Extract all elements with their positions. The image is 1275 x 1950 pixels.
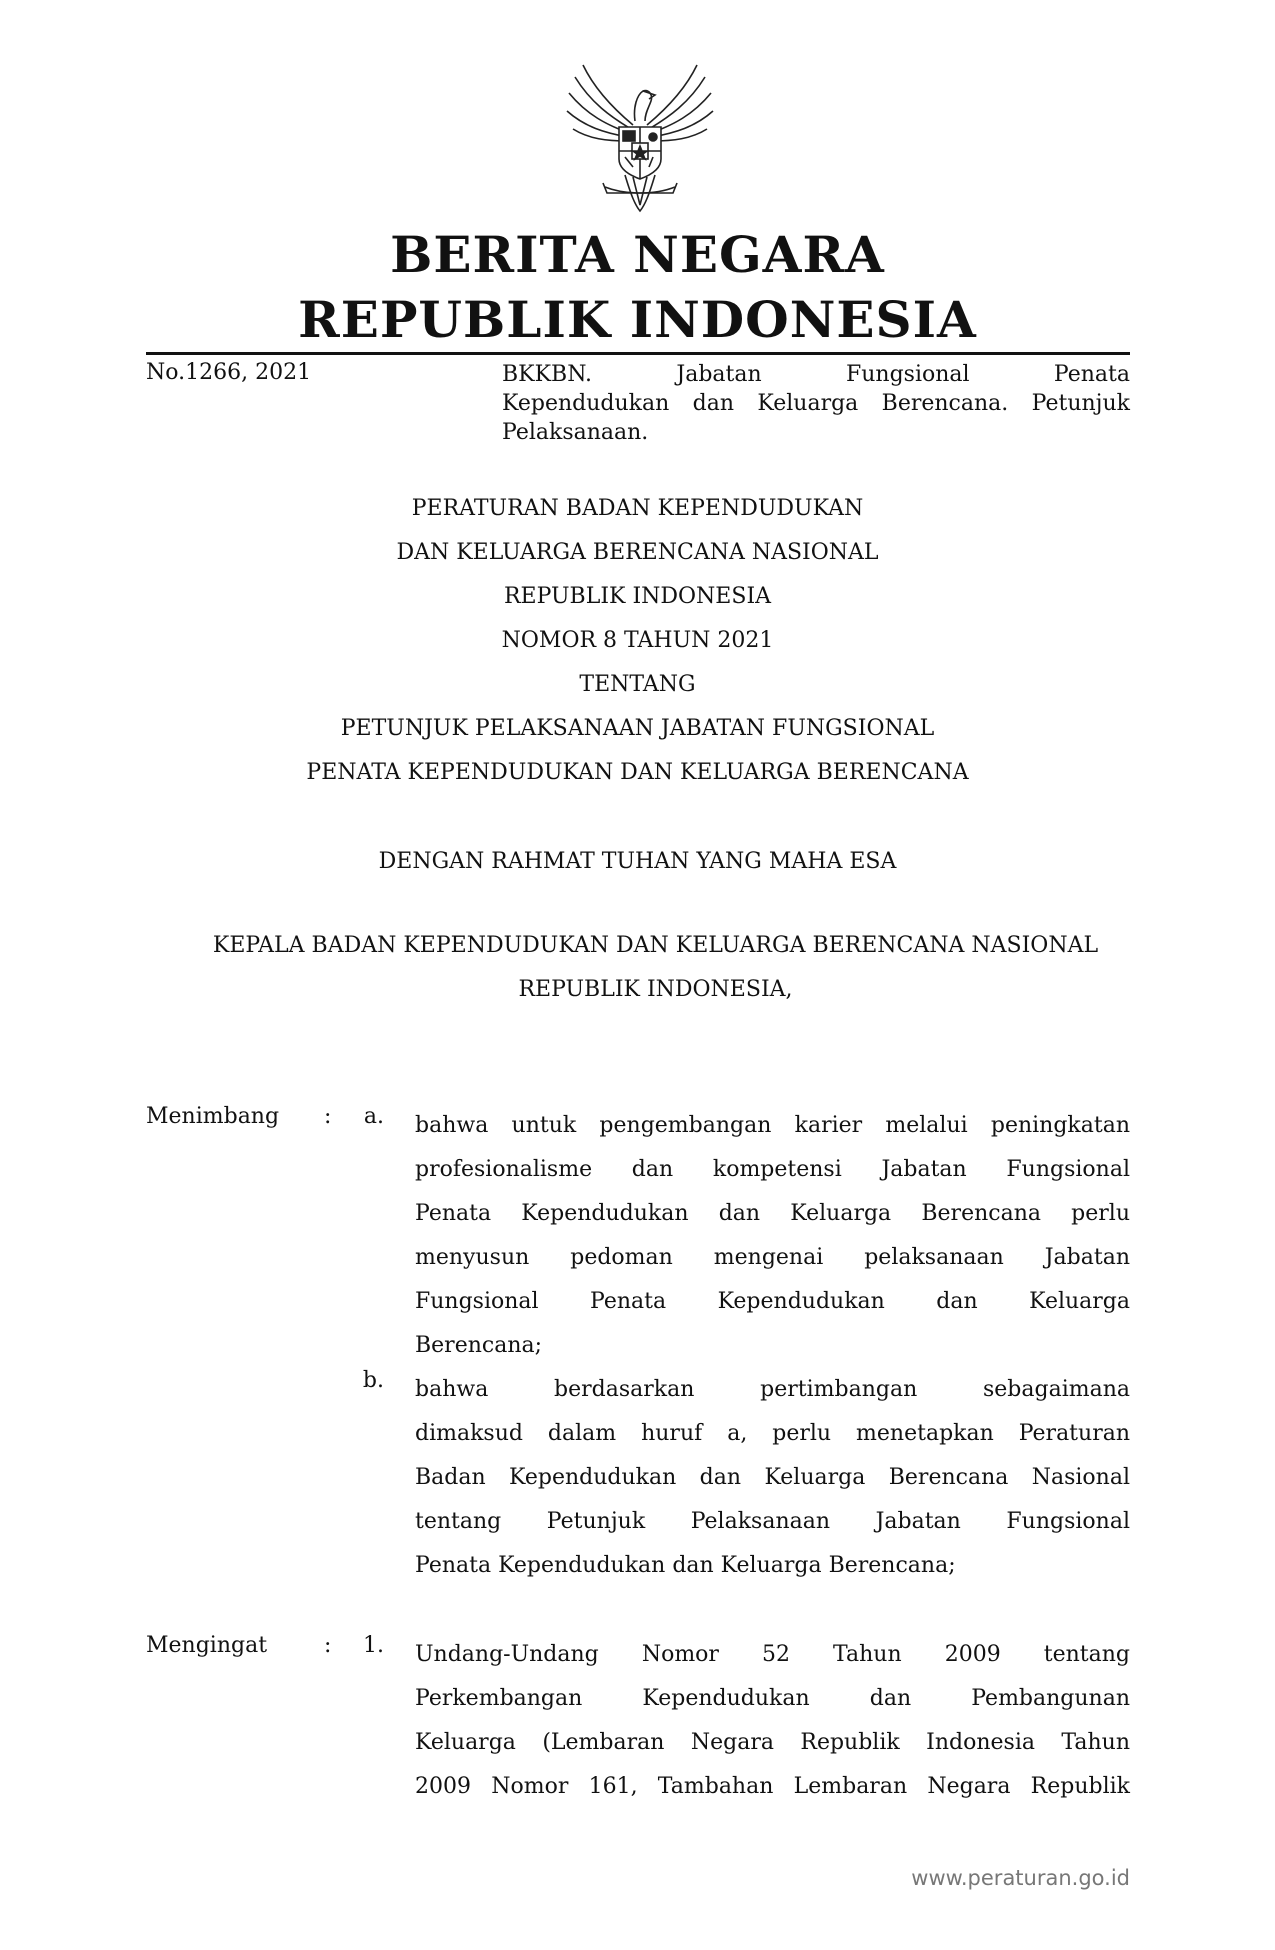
item-line: Keluarga (Lembaran Negara Republik Indonesia Tahun [415, 1730, 1130, 1755]
gazette-number: No.1266, 2021 [146, 360, 312, 385]
masthead-divider [146, 352, 1130, 355]
item-marker: b. [362, 1368, 384, 1393]
regulation-title [0, 487, 1275, 795]
item-text [415, 1633, 1130, 1809]
footer-url: www.peraturan.go.id [911, 1866, 1130, 1890]
item-text [415, 1368, 1130, 1588]
item-line: Perkembangan Kependudukan dan Pembangunan [415, 1686, 1130, 1711]
item-marker: 1. [363, 1633, 384, 1658]
item-line: profesionalisme dan kompetensi Jabatan Fungsional [415, 1157, 1130, 1182]
item-line: 2009 Nomor 161, Tambahan Lembaran Negara Republik [415, 1774, 1130, 1799]
item-line: bahwa untuk pengembangan karier melalui peningkatan [415, 1113, 1130, 1138]
head-of-agency [0, 924, 1275, 1012]
garuda-emblem-icon [555, 55, 725, 215]
item-marker: a. [363, 1104, 384, 1129]
item-line: Badan Kependudukan dan Keluarga Berencana Nasional [415, 1465, 1130, 1490]
menimbang-label: Menimbang [146, 1104, 280, 1129]
item-line: bahwa berdasarkan pertimbangan sebagaimana [415, 1377, 1130, 1402]
item-text [415, 1104, 1130, 1368]
menimbang-colon: : [324, 1104, 332, 1129]
masthead-title-line1: BERITA NEGARA [390, 225, 885, 284]
item-line: Berencana; [415, 1333, 543, 1358]
blessing-line: DENGAN RAHMAT TUHAN YANG MAHA ESA [378, 849, 897, 874]
mengingat-colon: : [324, 1633, 332, 1658]
regulation-title-line: PENATA KEPENDUDUKAN DAN KELUARGA BERENCANA [306, 760, 969, 785]
item-line: Penata Kependudukan dan Keluarga Berencana; [415, 1553, 956, 1578]
regulation-title-line: NOMOR 8 TAHUN 2021 [501, 628, 774, 653]
item-line: Penata Kependudukan dan Keluarga Berencana perlu [415, 1201, 1130, 1226]
gazette-description-line: BKKBN. Jabatan Fungsional Penata [502, 362, 1130, 387]
gazette-description-line: Pelaksanaan. [502, 420, 649, 445]
regulation-title-line: DAN KELUARGA BERENCANA NASIONAL [396, 540, 879, 565]
mengingat-label: Mengingat [146, 1633, 268, 1658]
item-line: Undang-Undang Nomor 52 Tahun 2009 tentang [415, 1642, 1130, 1667]
item-line: Fungsional Penata Kependudukan dan Keluarga [415, 1289, 1130, 1314]
head-of-agency-line: KEPALA BADAN KEPENDUDUKAN DAN KELUARGA BERENCANA NASIONAL [212, 933, 1099, 958]
regulation-title-line: REPUBLIK INDONESIA [503, 584, 772, 609]
masthead-title-line2: REPUBLIK INDONESIA [298, 290, 977, 349]
regulation-title-line: PERATURAN BADAN KEPENDUDUKAN [411, 496, 864, 521]
head-of-agency-line: REPUBLIK INDONESIA, [518, 977, 793, 1002]
regulation-title-line: PETUNJUK PELAKSANAAN JABATAN FUNGSIONAL [340, 716, 935, 741]
regulation-title-line: TENTANG [579, 672, 696, 697]
item-line: tentang Petunjuk Pelaksanaan Jabatan Fungsional [415, 1509, 1130, 1534]
gazette-description-line: Kependudukan dan Keluarga Berencana. Petunjuk [502, 391, 1130, 416]
item-line: menyusun pedoman mengenai pelaksanaan Jabatan [415, 1245, 1130, 1270]
item-line: dimaksud dalam huruf a, perlu menetapkan Peraturan [415, 1421, 1130, 1446]
gazette-description [502, 360, 1130, 447]
